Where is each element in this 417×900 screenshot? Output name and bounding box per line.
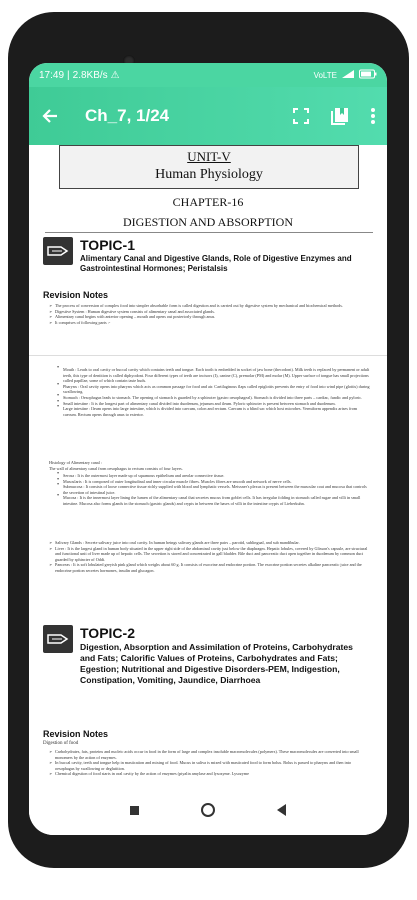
list-item: ➢ Chemical digestion of food starts in oral cavity by the action of enzymes (ptyalin amylase and lysozyme. Lysozyme bbox=[49, 771, 371, 777]
list-item: • Small intestine : It is the longest part of alimentary canal divided into duodenum, jejunum and ileum. Pyloric sphincter is present between stomach and duodenum. bbox=[57, 401, 371, 407]
status-speed: 2.8KB/s bbox=[72, 69, 108, 81]
app-bar bbox=[29, 87, 387, 145]
fullscreen-icon[interactable] bbox=[293, 108, 309, 124]
list-item: • Muscularis : It is composed of outer longitudinal and inner circular muscle fibres. Muscles fibres are smooth and network of nerve cells. bbox=[57, 479, 371, 485]
pdf-page-view[interactable] bbox=[29, 145, 387, 785]
battery-icon bbox=[359, 69, 377, 82]
network-icon: VoLTE bbox=[313, 70, 337, 80]
topic-1-subtitle: Alimentary Canal and Digestive Glands, Role of Digestive Enzymes and Gastrointestinal Hormones; Peristalsis bbox=[80, 254, 352, 273]
unit-header-box bbox=[59, 145, 359, 189]
unit-label: UNIT-V bbox=[187, 149, 231, 164]
histology-heading bbox=[49, 460, 371, 466]
list-item: • Serosa : It is the outermost layer made up of squamous epithelium and areolar connective tissue. bbox=[57, 473, 371, 479]
list-item: ➢ It comprises of following parts :- bbox=[49, 320, 371, 326]
signal-icon bbox=[341, 69, 355, 82]
list-item: ➢ The process of conversion of complex food into simpler absorbable form is called digestion and is carried out by digestive system by mechanical and biochemical methods. bbox=[49, 303, 371, 309]
histology-intro bbox=[49, 466, 371, 472]
chapter-label: CHAPTER-16 bbox=[172, 195, 244, 209]
list-item: • Large intestine : Ileum opens into large intestine, which is divided into caecum, colon and rectum. Caecum is a blind sac which host microbes. Vermiform appendix arises from caecum. Rectum opens through anus to exterior. bbox=[57, 406, 371, 417]
pen-icon bbox=[43, 625, 73, 653]
list-item: • Mouth : Leads to oral cavity or buccal cavity which contains teeth and tongue. Each tooth is embedded in socket of jaw bone (thecodont). Milk teeth is replaced by permanent or adult teeth, this type of dentition is called diphyodont. Four different types of teeth are incisors (I), canine (C), premolar (PM) and molar (M). Upper surface of tongue has small projections called papillae, some of which contain taste buds. bbox=[57, 367, 371, 384]
topic-2-name: TOPIC-2 bbox=[80, 625, 135, 641]
list-item: ➢ Liver : It is the largest gland in human body situated in the upper right side of the abdominal cavity just below the diaphragm. Hepatic lobules, covered by Glisson's capsule, are structural and functional unit of liver made up of hepatic cells. The secretion is stored and concentrated in gall bladder. Bile duct and pancreatic duct open together in duodenum by common duct guarded by sphincter of Oddi. bbox=[49, 546, 371, 563]
status-bar: 17:49 | 2.8KB/s ⚠ VoLTE bbox=[29, 63, 387, 87]
digestion-heading bbox=[43, 741, 365, 747]
list-item: ➢ Digestive System : Human digestive system consists of alimentary canal and associated glands. bbox=[49, 309, 371, 315]
list-item: ➢ In buccal cavity, teeth and tongue help in mastication and mixing of food. Mucus in saliva is mixed with masticated food to form bolus. Bolus is passed to pharynx and then into oesophagus by swallowing or deglutition. bbox=[49, 760, 371, 771]
screen bbox=[29, 63, 387, 835]
list-item: • Submucosa : It consists of loose connective tissue richly supplied with blood and lymphatic vessels. Meissner's plexus is present between the muscular coat and mucosa that controls the secretion of intestinal juice. bbox=[57, 484, 371, 495]
list-item: • Stomach : Oesophagus leads to stomach. The opening of stomach is guarded by a sphincter (gastro oesophageal). Stomach is divided into three parts – cardiac, fundic and pyloric. bbox=[57, 395, 371, 401]
list-item: ➢ Pancreas : It is soft lobulated greyish pink gland which weighs about 60 g. It consists of exocrine and endocrine portion. The exocrine portion secretes alkaline pancreatic juice and the endocrine portion secretes hormones, insulin and glucagon. bbox=[49, 562, 371, 573]
topic-2-subtitle: Digestion, Absorption and Assimilation of Proteins, Carbohydrates and Fats; Calorific Values of Proteins, Carbohydrates and Fats; Egestion; Nutritional and Digestive Disorders-PEM, Indigestion, Constipation, Vomiting, Jaundice, Diarrhoea bbox=[80, 642, 353, 685]
status-time: 17:49 bbox=[39, 69, 65, 81]
digestion-head-text: Digestion of food bbox=[43, 741, 79, 746]
histology-intro-text: The wall of alimentary canal from oesophagus to rectum consists of four layers. bbox=[49, 466, 183, 471]
revision-2-list bbox=[49, 749, 371, 777]
document-title: Ch_7, 1/24 bbox=[85, 106, 170, 125]
pen-icon bbox=[43, 237, 73, 265]
recents-icon[interactable] bbox=[130, 806, 139, 815]
status-extra: ⚠ bbox=[110, 69, 120, 81]
revision-notes-1: Revision Notes bbox=[43, 290, 109, 300]
revision-notes-2: Revision Notes bbox=[43, 729, 109, 739]
system-nav-bar bbox=[29, 785, 387, 835]
list-item: • Mucosa : It is the innermost layer lining the lumen of the alimentary canal that secretes mucus from goblet cells. It has irregular folding in stomach called rugae and villi in small intestine. Mucosa also forms glands in the stomach (gastric glands) and crypts in between the bases of villi in the intestine crypts of Lieberkuhn. bbox=[57, 495, 371, 506]
more-options-icon[interactable] bbox=[371, 108, 375, 124]
bookmark-pages-icon[interactable] bbox=[331, 107, 349, 125]
list-item: ➢ Salivary Glands : Secrete salivary juice into oral cavity. In human beings salivary glands are three pairs – parotid, sublingual, and sub mandibular. bbox=[49, 540, 371, 546]
layers-list bbox=[57, 473, 371, 507]
revision-1-list bbox=[49, 303, 371, 325]
back-icon[interactable] bbox=[277, 804, 286, 816]
topic-1-name: TOPIC-1 bbox=[80, 237, 135, 253]
home-icon[interactable] bbox=[201, 803, 215, 817]
histology-head-text: Histology of Alimentary canal : bbox=[49, 460, 103, 465]
unit-title: Human Physiology bbox=[155, 167, 263, 182]
divider bbox=[45, 232, 373, 233]
list-item: • Pharynx : Oral cavity opens into pharynx which acts as common passage for food and air. Cartilaginous flaps called epiglottis prevents the entry of food into wind pipe (glottis) during swallowing. bbox=[57, 384, 371, 395]
page-break bbox=[29, 355, 387, 356]
parts-list bbox=[57, 367, 371, 417]
chapter-title: DIGESTION AND ABSORPTION bbox=[122, 215, 293, 229]
list-item: ➢ Carbohydrates, fats, proteins and nucleic acids occur in food in the form of large and complex insoluble macromolecules (polymers). These macromolecules are converted into small monomers by the action of enzymes. bbox=[49, 749, 371, 760]
glands-list bbox=[49, 540, 371, 574]
list-item: ➢ Alimentary canal begins with anterior opening – mouth and opens out posteriorly through anus. bbox=[49, 314, 371, 320]
back-arrow-icon[interactable] bbox=[41, 107, 59, 125]
